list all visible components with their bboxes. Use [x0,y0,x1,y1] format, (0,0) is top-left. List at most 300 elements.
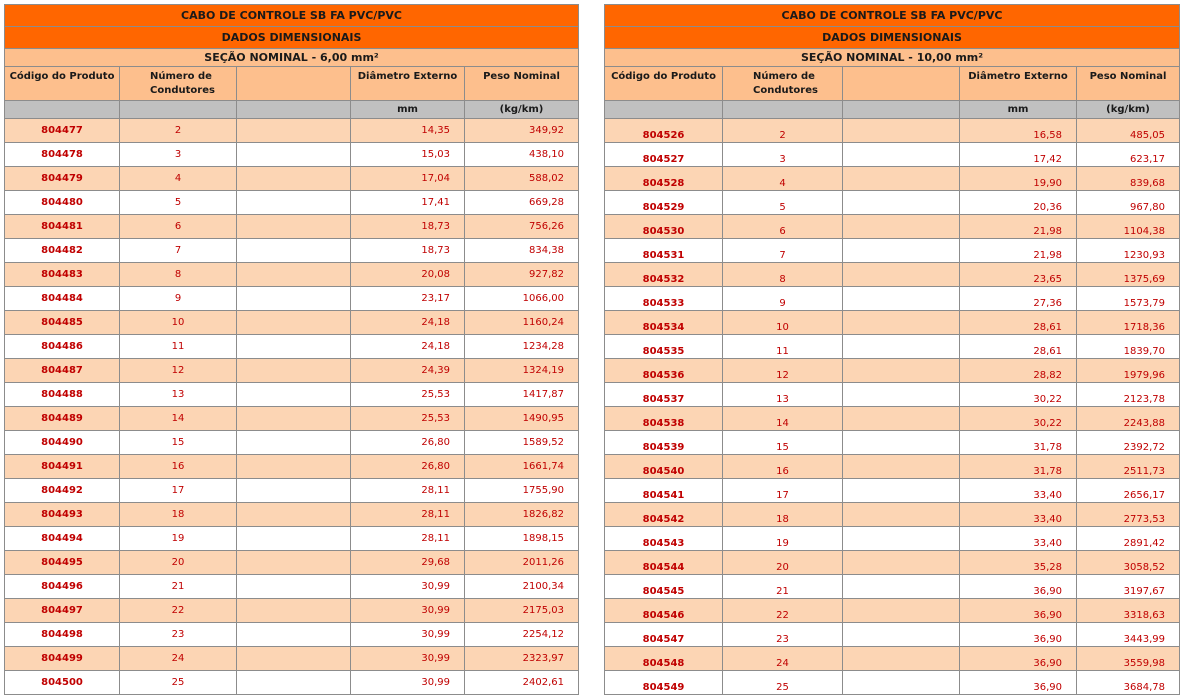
col-header-peso: Peso Nominal [465,67,579,101]
blank-cell [843,407,960,431]
table-row [5,383,579,407]
col-header-numero: Número de Condutores [120,67,237,101]
blank-cell [843,383,960,407]
conductor-count-cell: 8 [723,263,843,287]
conductor-count-cell: 24 [120,647,237,671]
nominal-weight-cell: 2656,17 [1077,479,1180,503]
conductor-count-cell: 7 [120,239,237,263]
nominal-weight-cell: 2100,34 [465,575,579,599]
conductor-count-cell: 11 [723,335,843,359]
product-code-cell: 804532 [605,263,723,287]
table-row [5,479,579,503]
conductor-count-cell: 18 [120,503,237,527]
product-code-cell: 804485 [5,311,120,335]
table-row [5,575,579,599]
product-code-cell: 804490 [5,431,120,455]
nominal-weight-cell: 2891,42 [1077,527,1180,551]
conductor-count-cell: 4 [120,167,237,191]
conductor-count-cell: 15 [723,431,843,455]
table-row [5,503,579,527]
nominal-weight-cell: 839,68 [1077,167,1180,191]
conductor-count-cell: 21 [120,575,237,599]
table-row [605,623,1180,647]
table-row [605,455,1180,479]
section-nominal: SEÇÃO NOMINAL - 6,00 mm² [5,49,579,67]
table-row [605,263,1180,287]
outer-diameter-cell: 24,18 [351,311,465,335]
outer-diameter-cell: 30,99 [351,623,465,647]
product-code-cell: 804547 [605,623,723,647]
table-row [605,647,1180,671]
outer-diameter-cell: 18,73 [351,215,465,239]
product-code-cell: 804494 [5,527,120,551]
table-row [5,527,579,551]
outer-diameter-cell: 16,58 [960,119,1077,143]
conductor-count-cell: 2 [723,119,843,143]
product-code-cell: 804482 [5,239,120,263]
outer-diameter-cell: 36,90 [960,671,1077,695]
nominal-weight-cell: 485,05 [1077,119,1180,143]
nominal-weight-cell: 1324,19 [465,359,579,383]
outer-diameter-cell: 36,90 [960,647,1077,671]
nominal-weight-cell: 1573,79 [1077,287,1180,311]
blank-cell [237,671,351,695]
unit-cell [843,101,960,119]
product-code-cell: 804543 [605,527,723,551]
outer-diameter-cell: 28,61 [960,311,1077,335]
blank-cell [237,239,351,263]
conductor-count-cell: 10 [120,311,237,335]
nominal-weight-cell: 927,82 [465,263,579,287]
blank-cell [237,263,351,287]
product-code-cell: 804489 [5,407,120,431]
outer-diameter-cell: 30,22 [960,407,1077,431]
conductor-count-cell: 5 [120,191,237,215]
outer-diameter-cell: 33,40 [960,503,1077,527]
conductor-count-cell: 20 [120,551,237,575]
unit-cell [723,101,843,119]
table-row [5,599,579,623]
nominal-weight-cell: 1589,52 [465,431,579,455]
table-row [5,407,579,431]
nominal-weight-cell: 1979,96 [1077,359,1180,383]
blank-cell [237,311,351,335]
outer-diameter-cell: 25,53 [351,383,465,407]
conductor-count-cell: 6 [120,215,237,239]
conductor-count-cell: 17 [120,479,237,503]
table-row [5,551,579,575]
table-row [5,191,579,215]
outer-diameter-cell: 35,28 [960,551,1077,575]
outer-diameter-cell: 24,39 [351,359,465,383]
conductor-count-cell: 20 [723,551,843,575]
nominal-weight-cell: 3058,52 [1077,551,1180,575]
outer-diameter-cell: 25,53 [351,407,465,431]
blank-cell [843,647,960,671]
outer-diameter-cell: 15,03 [351,143,465,167]
blank-cell [237,143,351,167]
table-row [5,239,579,263]
blank-cell [843,455,960,479]
table-row [5,119,579,143]
table-row [5,287,579,311]
outer-diameter-cell: 28,11 [351,503,465,527]
outer-diameter-cell: 26,80 [351,455,465,479]
blank-cell [843,263,960,287]
conductor-count-cell: 15 [120,431,237,455]
nominal-weight-cell: 588,02 [465,167,579,191]
product-code-cell: 804493 [5,503,120,527]
blank-cell [843,671,960,695]
conductor-count-cell: 25 [723,671,843,695]
blank-cell [237,167,351,191]
nominal-weight-cell: 2323,97 [465,647,579,671]
unit-cell [5,101,120,119]
table-row [5,167,579,191]
outer-diameter-cell: 30,99 [351,575,465,599]
outer-diameter-cell: 29,68 [351,551,465,575]
blank-cell [843,167,960,191]
product-code-cell: 804530 [605,215,723,239]
nominal-weight-cell: 2123,78 [1077,383,1180,407]
outer-diameter-cell: 20,36 [960,191,1077,215]
blank-cell [237,431,351,455]
product-code-cell: 804488 [5,383,120,407]
conductor-count-cell: 19 [120,527,237,551]
outer-diameter-cell: 21,98 [960,215,1077,239]
col-header-diametro: Diâmetro Externo [960,67,1077,101]
conductor-count-cell: 12 [120,359,237,383]
col-header-diametro: Diâmetro Externo [351,67,465,101]
section-nominal: SEÇÃO NOMINAL - 10,00 mm² [605,49,1180,67]
nominal-weight-cell: 756,26 [465,215,579,239]
table-row [5,455,579,479]
outer-diameter-cell: 36,90 [960,623,1077,647]
nominal-weight-cell: 1417,87 [465,383,579,407]
col-header-blank [237,67,351,101]
table-row [605,527,1180,551]
nominal-weight-cell: 3318,63 [1077,599,1180,623]
conductor-count-cell: 7 [723,239,843,263]
nominal-weight-cell: 2254,12 [465,623,579,647]
blank-cell [237,335,351,359]
nominal-weight-cell: 1066,00 [465,287,579,311]
nominal-weight-cell: 2511,73 [1077,455,1180,479]
product-code-cell: 804533 [605,287,723,311]
blank-cell [843,311,960,335]
blank-cell [237,407,351,431]
table-row [5,335,579,359]
blank-cell [237,479,351,503]
product-code-cell: 804499 [5,647,120,671]
nominal-weight-cell: 2402,61 [465,671,579,695]
blank-cell [237,359,351,383]
blank-cell [843,191,960,215]
product-code-cell: 804536 [605,359,723,383]
product-code-cell: 804535 [605,335,723,359]
nominal-weight-cell: 834,38 [465,239,579,263]
product-code-cell: 804496 [5,575,120,599]
outer-diameter-cell: 21,98 [960,239,1077,263]
col-header-numero: Número de Condutores [723,67,843,101]
product-code-cell: 804483 [5,263,120,287]
table-row [5,143,579,167]
conductor-count-cell: 13 [120,383,237,407]
product-code-cell: 804487 [5,359,120,383]
outer-diameter-cell: 18,73 [351,239,465,263]
product-code-cell: 804538 [605,407,723,431]
outer-diameter-cell: 17,41 [351,191,465,215]
outer-diameter-cell: 28,82 [960,359,1077,383]
col-header-peso: Peso Nominal [1077,67,1180,101]
outer-diameter-cell: 33,40 [960,527,1077,551]
nominal-weight-cell: 1230,93 [1077,239,1180,263]
table-row [605,599,1180,623]
nominal-weight-cell: 1898,15 [465,527,579,551]
table-row [5,431,579,455]
table-row [5,647,579,671]
nominal-weight-cell: 669,28 [465,191,579,215]
conductor-count-cell: 14 [723,407,843,431]
nominal-weight-cell: 349,92 [465,119,579,143]
blank-cell [843,503,960,527]
conductor-count-cell: 4 [723,167,843,191]
blank-cell [843,527,960,551]
table-row [605,119,1180,143]
product-code-cell: 804534 [605,311,723,335]
blank-cell [843,335,960,359]
table-row [605,383,1180,407]
table-row [605,311,1180,335]
nominal-weight-cell: 1104,38 [1077,215,1180,239]
table-row [605,503,1180,527]
product-code-cell: 804546 [605,599,723,623]
outer-diameter-cell: 36,90 [960,599,1077,623]
outer-diameter-cell: 27,36 [960,287,1077,311]
product-code-cell: 804541 [605,479,723,503]
product-table-6mm [4,4,579,695]
product-code-cell: 804495 [5,551,120,575]
table-row [605,215,1180,239]
product-code-cell: 804528 [605,167,723,191]
nominal-weight-cell: 2243,88 [1077,407,1180,431]
blank-cell [237,503,351,527]
table-row [605,575,1180,599]
outer-diameter-cell: 14,35 [351,119,465,143]
blank-cell [843,551,960,575]
outer-diameter-cell: 23,65 [960,263,1077,287]
table-row [605,239,1180,263]
product-code-cell: 804542 [605,503,723,527]
blank-cell [237,215,351,239]
product-code-cell: 804484 [5,287,120,311]
product-code-cell: 804497 [5,599,120,623]
table-row [5,311,579,335]
col-header-blank [843,67,960,101]
conductor-count-cell: 23 [120,623,237,647]
nominal-weight-cell: 1839,70 [1077,335,1180,359]
blank-cell [237,647,351,671]
unit-cell [605,101,723,119]
blank-cell [237,599,351,623]
nominal-weight-cell: 3684,78 [1077,671,1180,695]
product-code-cell: 804539 [605,431,723,455]
outer-diameter-cell: 30,22 [960,383,1077,407]
blank-cell [237,383,351,407]
table-row [605,359,1180,383]
outer-diameter-cell: 36,90 [960,575,1077,599]
product-code-cell: 804498 [5,623,120,647]
col-header-codigo: Código do Produto [5,67,120,101]
product-code-cell: 804540 [605,455,723,479]
conductor-count-cell: 16 [723,455,843,479]
conductor-count-cell: 22 [120,599,237,623]
unit-diametro: mm [960,101,1077,119]
product-code-cell: 804477 [5,119,120,143]
conductor-count-cell: 10 [723,311,843,335]
product-code-cell: 804480 [5,191,120,215]
table-subtitle: DADOS DIMENSIONAIS [5,27,579,49]
blank-cell [843,215,960,239]
table-subtitle: DADOS DIMENSIONAIS [605,27,1180,49]
conductor-count-cell: 11 [120,335,237,359]
unit-cell [237,101,351,119]
conductor-count-cell: 25 [120,671,237,695]
unit-cell [120,101,237,119]
product-code-cell: 804527 [605,143,723,167]
product-code-cell: 804479 [5,167,120,191]
conductor-count-cell: 9 [120,287,237,311]
table-row [5,263,579,287]
unit-diametro: mm [351,101,465,119]
conductor-count-cell: 18 [723,503,843,527]
product-code-cell: 804549 [605,671,723,695]
blank-cell [237,119,351,143]
outer-diameter-cell: 31,78 [960,431,1077,455]
conductor-count-cell: 5 [723,191,843,215]
outer-diameter-cell: 31,78 [960,455,1077,479]
blank-cell [237,623,351,647]
product-code-cell: 804537 [605,383,723,407]
conductor-count-cell: 16 [120,455,237,479]
conductor-count-cell: 24 [723,647,843,671]
nominal-weight-cell: 3443,99 [1077,623,1180,647]
table-row [5,623,579,647]
product-code-cell: 804544 [605,551,723,575]
nominal-weight-cell: 2392,72 [1077,431,1180,455]
nominal-weight-cell: 2175,03 [465,599,579,623]
table-title: CABO DE CONTROLE SB FA PVC/PVC [5,5,579,27]
unit-peso: (kg/km) [1077,101,1180,119]
unit-peso: (kg/km) [465,101,579,119]
outer-diameter-cell: 20,08 [351,263,465,287]
outer-diameter-cell: 30,99 [351,647,465,671]
outer-diameter-cell: 28,11 [351,479,465,503]
outer-diameter-cell: 17,42 [960,143,1077,167]
product-code-cell: 804491 [5,455,120,479]
col-header-codigo: Código do Produto [605,67,723,101]
blank-cell [237,191,351,215]
table-row [605,431,1180,455]
product-code-cell: 804478 [5,143,120,167]
table-row [605,167,1180,191]
conductor-count-cell: 3 [120,143,237,167]
nominal-weight-cell: 2011,26 [465,551,579,575]
conductor-count-cell: 13 [723,383,843,407]
outer-diameter-cell: 30,99 [351,671,465,695]
outer-diameter-cell: 23,17 [351,287,465,311]
conductor-count-cell: 8 [120,263,237,287]
table-row [605,671,1180,695]
nominal-weight-cell: 1234,28 [465,335,579,359]
outer-diameter-cell: 17,04 [351,167,465,191]
outer-diameter-cell: 33,40 [960,479,1077,503]
nominal-weight-cell: 1160,24 [465,311,579,335]
table-row [605,191,1180,215]
blank-cell [843,239,960,263]
conductor-count-cell: 14 [120,407,237,431]
outer-diameter-cell: 28,61 [960,335,1077,359]
nominal-weight-cell: 1490,95 [465,407,579,431]
blank-cell [843,287,960,311]
table-row [605,335,1180,359]
blank-cell [237,455,351,479]
table-row [605,287,1180,311]
conductor-count-cell: 9 [723,287,843,311]
blank-cell [237,527,351,551]
blank-cell [843,359,960,383]
blank-cell [843,575,960,599]
blank-cell [237,551,351,575]
nominal-weight-cell: 623,17 [1077,143,1180,167]
outer-diameter-cell: 28,11 [351,527,465,551]
blank-cell [843,119,960,143]
blank-cell [237,575,351,599]
table-row [5,359,579,383]
product-code-cell: 804526 [605,119,723,143]
conductor-count-cell: 19 [723,527,843,551]
conductor-count-cell: 22 [723,599,843,623]
conductor-count-cell: 21 [723,575,843,599]
table-title: CABO DE CONTROLE SB FA PVC/PVC [605,5,1180,27]
nominal-weight-cell: 967,80 [1077,191,1180,215]
product-code-cell: 804545 [605,575,723,599]
nominal-weight-cell: 1718,36 [1077,311,1180,335]
product-code-cell: 804486 [5,335,120,359]
blank-cell [843,431,960,455]
product-code-cell: 804492 [5,479,120,503]
nominal-weight-cell: 3559,98 [1077,647,1180,671]
nominal-weight-cell: 2773,53 [1077,503,1180,527]
nominal-weight-cell: 1826,82 [465,503,579,527]
conductor-count-cell: 3 [723,143,843,167]
nominal-weight-cell: 438,10 [465,143,579,167]
table-row [605,479,1180,503]
blank-cell [843,599,960,623]
table-row [605,407,1180,431]
blank-cell [843,479,960,503]
outer-diameter-cell: 24,18 [351,335,465,359]
blank-cell [843,623,960,647]
conductor-count-cell: 12 [723,359,843,383]
conductor-count-cell: 2 [120,119,237,143]
table-row [5,671,579,695]
product-code-cell: 804500 [5,671,120,695]
nominal-weight-cell: 3197,67 [1077,575,1180,599]
table-row [605,551,1180,575]
blank-cell [237,287,351,311]
outer-diameter-cell: 26,80 [351,431,465,455]
